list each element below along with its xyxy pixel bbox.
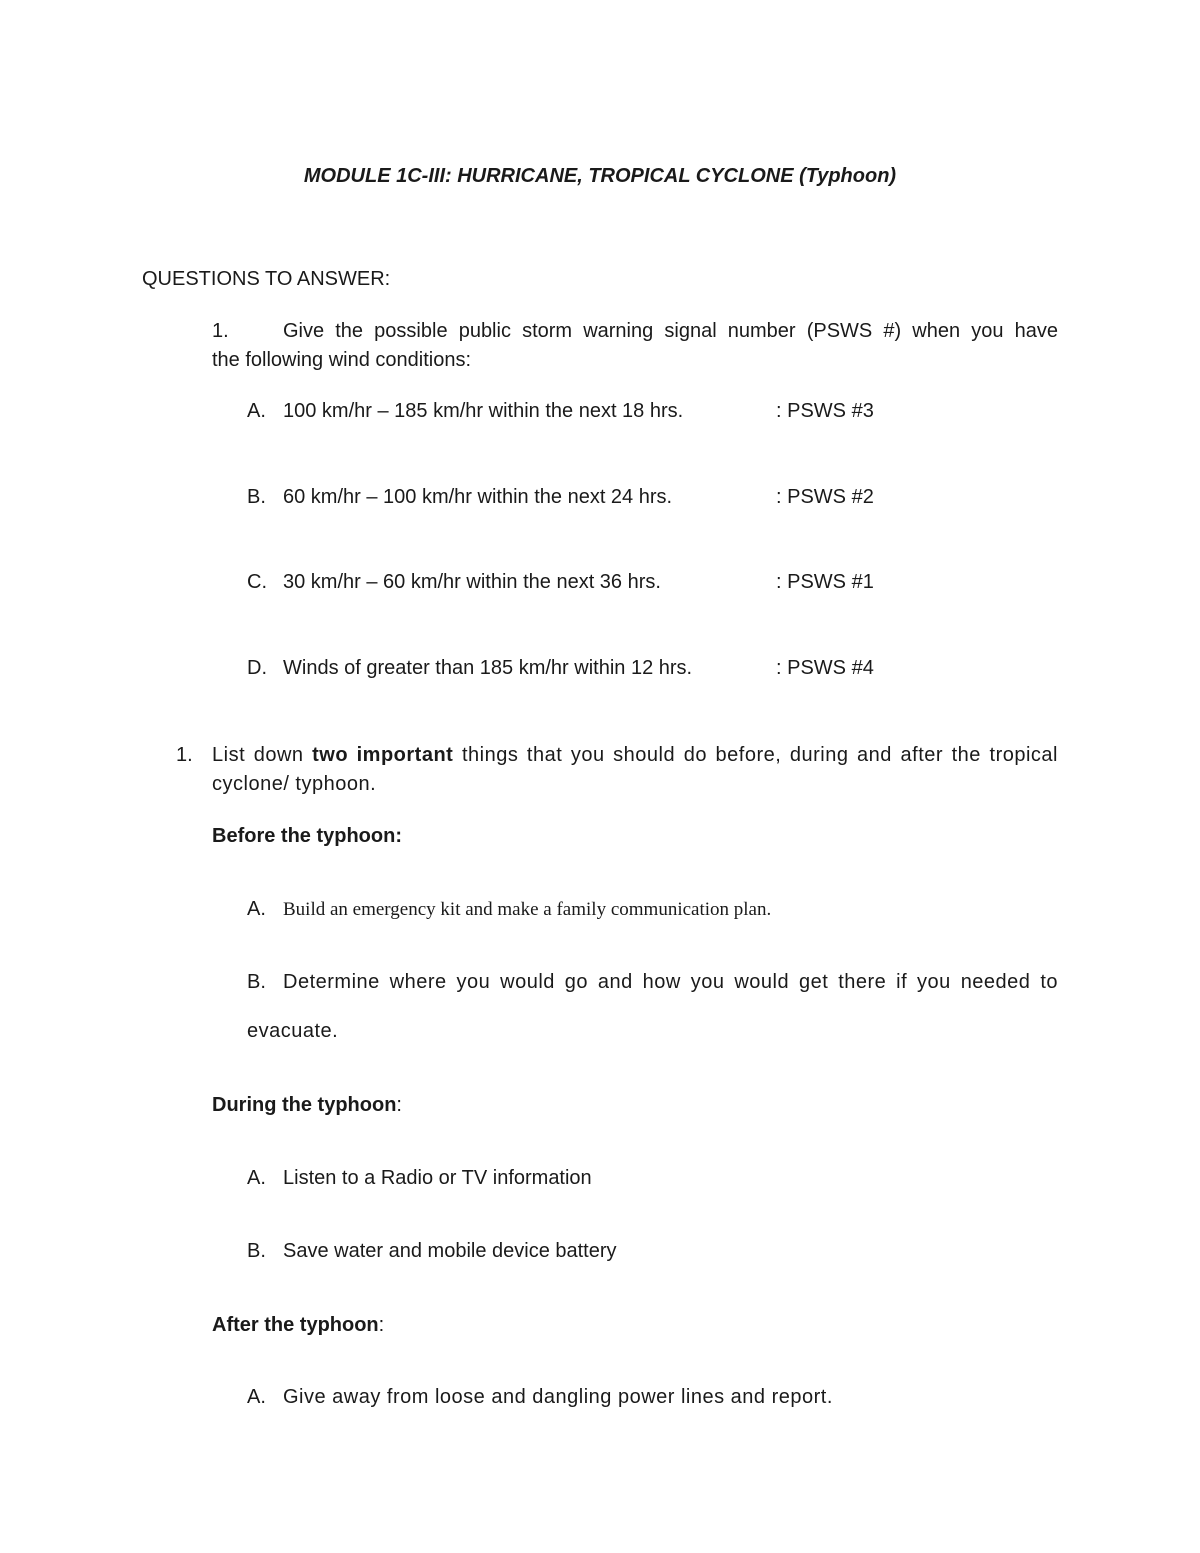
option-b-answer: : PSWS #2 [776, 486, 874, 508]
after-heading-colon: : [378, 1314, 385, 1336]
question-2-emphasis: two important [312, 744, 454, 766]
question-1-text-line1: Give the possible public storm warning signal number (PSWS #) when you have [283, 320, 1058, 342]
before-item-b-text-line2: evacuate. [247, 1020, 339, 1042]
option-a-text: 100 km/hr – 185 km/hr within the next 18 hrs. [283, 400, 684, 422]
during-heading [212, 1094, 402, 1117]
after-heading [212, 1314, 384, 1337]
during-item-b-letter: B. [247, 1240, 266, 1262]
questions-header: QUESTIONS TO ANSWER: [142, 268, 391, 290]
during-item-a-text: Listen to a Radio or TV information [283, 1167, 592, 1189]
before-item-a-text: Build an emergency kit and make a family communication plan. [283, 899, 772, 920]
question-2-prefix: List down [212, 744, 313, 766]
question-1-number: 1. [212, 320, 229, 342]
before-item-b-text-line1: Determine where you would go and how you would get there if you needed to [283, 971, 1058, 993]
during-heading-colon: : [396, 1094, 402, 1116]
before-heading: Before the typhoon: [212, 825, 402, 847]
question-2-text-line1 [212, 744, 1058, 767]
option-d-answer: : PSWS #4 [776, 657, 874, 679]
during-item-b-text: Save water and mobile device battery [283, 1240, 617, 1262]
question-1-text-line2: the following wind conditions: [212, 349, 472, 371]
during-heading-text: During the typhoon [212, 1094, 397, 1116]
question-2-number: 1. [176, 744, 193, 766]
during-item-a-letter: A. [247, 1167, 266, 1189]
option-c-answer: : PSWS #1 [776, 571, 874, 593]
after-heading-text: After the typhoon [212, 1314, 379, 1336]
option-a-answer: : PSWS #3 [776, 400, 874, 422]
before-item-b-letter: B. [247, 971, 266, 993]
option-b-letter: B. [247, 486, 266, 508]
option-a-letter: A. [247, 400, 266, 422]
option-c-text: 30 km/hr – 60 km/hr within the next 36 hrs. [283, 571, 661, 593]
question-2-text-line2: cyclone/ typhoon. [212, 773, 377, 795]
after-item-a-text: Give away from loose and dangling power lines and report. [283, 1386, 833, 1408]
question-2-suffix: things that you should do before, during and after the tropical [453, 744, 1058, 766]
option-d-text: Winds of greater than 185 km/hr within 12 hrs. [283, 657, 693, 679]
before-item-a-letter: A. [247, 898, 266, 920]
after-item-a-letter: A. [247, 1386, 266, 1408]
page-title: MODULE 1C-III: HURRICANE, TROPICAL CYCLONE (Typhoon) [303, 165, 897, 187]
option-b-text: 60 km/hr – 100 km/hr within the next 24 hrs. [283, 486, 673, 508]
option-c-letter: C. [247, 571, 267, 593]
option-d-letter: D. [247, 657, 267, 679]
